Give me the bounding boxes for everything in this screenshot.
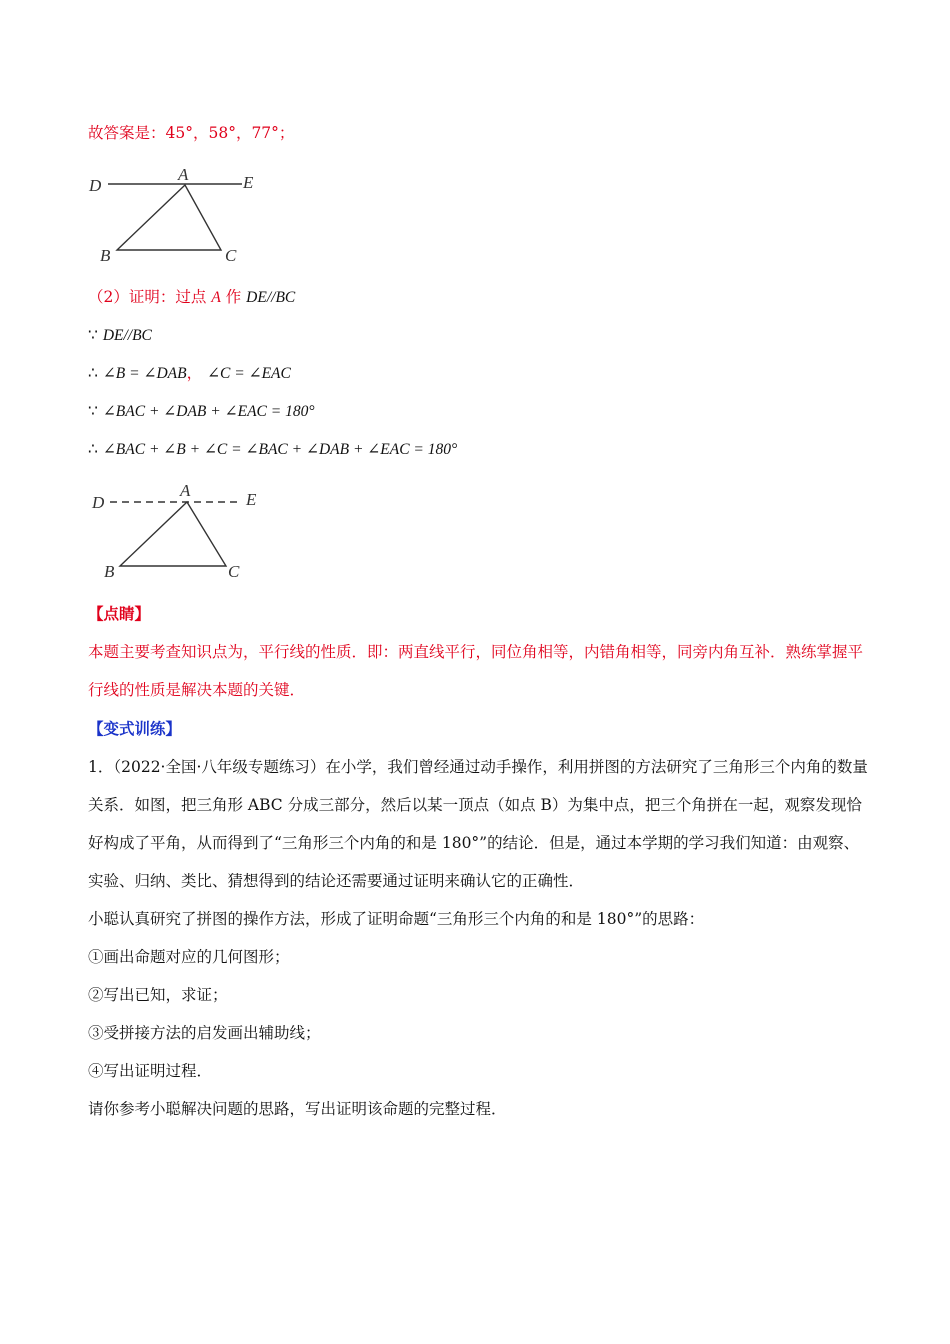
step-2: ②写出已知，求证； xyxy=(88,986,228,1004)
answer-line: 故答案是：45°，58°，77°； xyxy=(88,124,295,142)
variant-heading: 【变式训练】 xyxy=(88,719,182,738)
step-3: ③受拼接方法的启发画出辅助线； xyxy=(88,1024,321,1042)
label-c: C xyxy=(228,562,240,581)
label-d: D xyxy=(92,493,105,512)
label-b: B xyxy=(100,246,111,265)
label-b: B xyxy=(104,562,115,581)
proof-line-1: ∵ DE//BC xyxy=(88,326,152,344)
proof-line-3: ∵ ∠BAC + ∠DAB + ∠EAC = 180° xyxy=(88,402,315,420)
label-e: E xyxy=(246,490,257,509)
proof-line-2: ∴ ∠B = ∠DAB， ∠C = ∠EAC xyxy=(88,364,291,382)
variant-para-1: 1．（2022·全国·八年级专题练习）在小学，我们曾经通过动手操作，利用拼图的方法研究了三角形三个内角的数量关系．如图，把三角形 ABC 分成三部分，然后以某一顶点（如点 B）为集中点，把三个角拼在一起，观察发现恰好构成了平角，从而得到了“三角形三个内角的和是 180°”的结论．但是，通过本学期的学习我们知道：由观察、实验、归纳、类比、猜想得到的结论还需要通过证明来确认它的正确性． xyxy=(88,758,868,890)
label-c: C xyxy=(225,246,237,265)
comment-body: 本题主要考查知识点为，平行线的性质．即：两直线平行，同位角相等，内错角相等，同旁内角互补．熟练掌握平行线的性质是解决本题的关键． xyxy=(88,643,864,699)
triangle-abc xyxy=(117,185,221,250)
triangle-figure-solid xyxy=(80,160,280,270)
final-instruction: 请你参考小聪解决问题的思路，写出证明该命题的完整过程． xyxy=(88,1100,507,1118)
step-1: ①画出命题对应的几何图形； xyxy=(88,948,290,966)
label-e: E xyxy=(243,173,254,192)
label-a: A xyxy=(178,165,189,184)
step-4: ④写出证明过程． xyxy=(88,1062,213,1080)
triangle-abc xyxy=(120,502,226,566)
triangle-figure-dashed xyxy=(80,476,280,586)
label-a: A xyxy=(180,481,191,500)
comment-heading: 【点睛】 xyxy=(88,604,151,623)
label-d: D xyxy=(89,176,102,195)
proof-line-4: ∴ ∠BAC + ∠B + ∠C = ∠BAC + ∠DAB + ∠EAC = 180° xyxy=(88,440,458,458)
variant-para-2: 小聪认真研究了拼图的操作方法，形成了证明命题“三角形三个内角的和是 180°”的思路： xyxy=(88,910,705,928)
proof-intro: （2）证明：过点 A 作 DE//BC xyxy=(88,288,296,306)
